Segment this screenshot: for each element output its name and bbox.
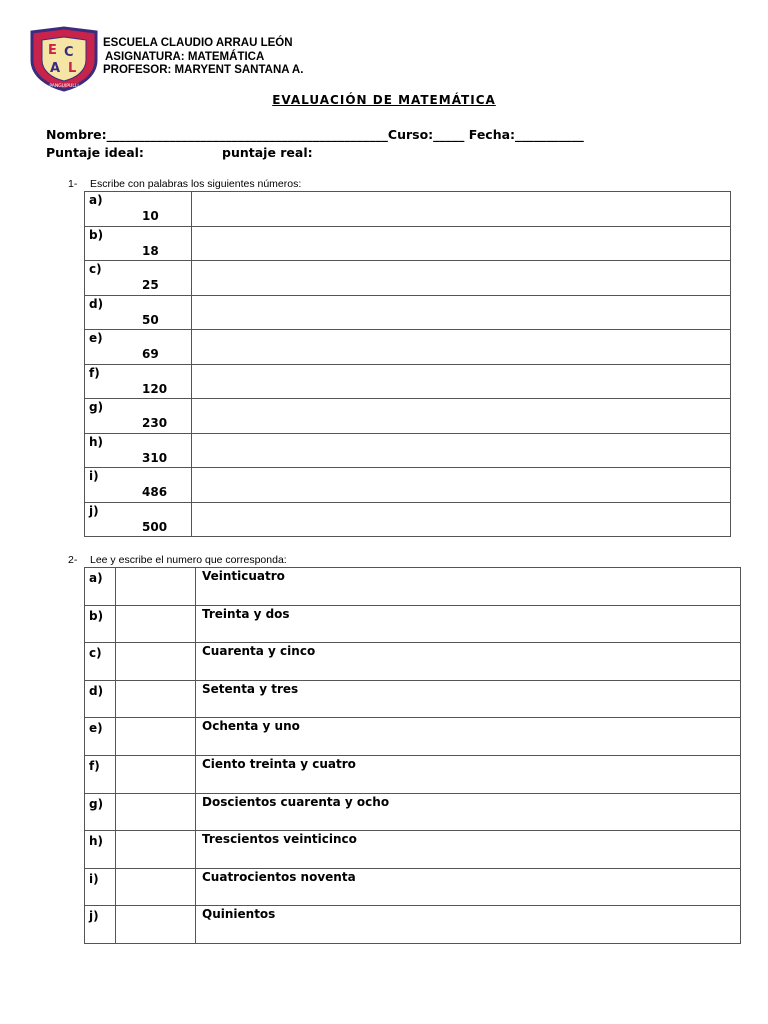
row-letter: b) [85,605,116,643]
answer-cell[interactable] [116,718,196,756]
answer-cell[interactable] [116,793,196,831]
number-cell [85,364,192,399]
answer-cell[interactable] [192,468,731,503]
row-letter: h) [85,831,116,869]
page-title [0,93,768,107]
table-row [85,261,731,296]
table-row [85,605,741,643]
score-row [46,145,313,160]
logo-ring-text: PANGUIPULLI [49,84,79,89]
number-word: Ciento treinta y cuatro [196,755,741,793]
row-letter: e) [85,718,116,756]
answer-cell[interactable] [192,295,731,330]
puntaje-real-label: puntaje real: [222,145,313,160]
table-row [85,568,741,606]
table-row [85,330,731,365]
row-letter: c) [85,643,116,681]
row-number: 310 [142,450,168,465]
answer-cell[interactable] [192,433,731,468]
answer-cell[interactable] [192,192,731,227]
answer-cell[interactable] [192,330,731,365]
row-letter: d) [85,680,116,718]
table-row [85,643,741,681]
number-cell [85,192,192,227]
table-row [85,718,741,756]
answer-cell[interactable] [116,568,196,606]
row-number: 486 [142,485,168,499]
row-letter: e) [89,331,103,345]
number-word: Veinticuatro [196,568,741,606]
table-row [85,468,731,503]
row-number: 500 [142,519,168,534]
answer-cell[interactable] [116,643,196,681]
logo-letter-c: C [64,45,74,60]
row-letter: h) [89,434,104,449]
answer-cell[interactable] [192,399,731,434]
table-row [85,831,741,869]
section1-instruction [68,178,301,190]
row-number: 230 [142,416,168,430]
table-row [85,364,731,399]
school-info [103,37,303,78]
row-number: 25 [142,278,159,292]
number-word: Trescientos veinticinco [196,831,741,869]
section2-table [84,567,741,944]
curso-field[interactable]: Curso:_____ [387,127,465,142]
number-word: Setenta y tres [196,680,741,718]
row-number: 50 [142,312,159,327]
section2-instruction-text: Lee y escribe el numero que corresponda: [90,554,287,566]
table-row [85,226,731,261]
row-letter: j) [89,503,99,518]
row-letter: a) [85,568,116,606]
table-row [85,433,731,468]
nombre-field[interactable]: Nombre:_____________________________________________ [46,127,388,142]
answer-cell[interactable] [116,868,196,906]
logo-letter-e: E [48,43,57,58]
logo-letter-l: L [68,61,77,76]
table-row [85,295,731,330]
row-letter: d) [89,296,104,311]
school-logo [28,26,100,92]
logo-letter-a: A [50,61,61,76]
row-number: 120 [142,381,168,396]
answer-cell[interactable] [116,906,196,944]
table-row [85,755,741,793]
number-word: Quinientos [196,906,741,944]
table-row [85,906,741,944]
section1-instruction-text: Escribe con palabras los siguientes números: [90,178,302,190]
section2-number: 2- [68,554,78,566]
row-letter: c) [89,262,102,276]
section1-number: 1- [68,178,78,190]
table-row [85,192,731,227]
answer-cell[interactable] [192,226,731,261]
number-word: Cuarenta y cinco [196,643,741,681]
row-letter: j) [85,906,116,944]
student-info-row [46,127,584,142]
table-row [85,502,731,537]
answer-cell[interactable] [192,261,731,296]
number-word: Cuatrocientos noventa [196,868,741,906]
section1-table [84,191,731,537]
number-word: Treinta y dos [196,605,741,643]
answer-cell[interactable] [192,502,731,537]
answer-cell[interactable] [116,755,196,793]
number-cell [85,468,192,503]
school-name: ESCUELA CLAUDIO ARRAU LEÓN [103,37,293,49]
table-row [85,680,741,718]
number-cell [85,295,192,330]
row-letter: i) [89,469,99,483]
subject: ASIGNATURA: MATEMÁTICA [105,50,265,63]
page-title-text: EVALUACIÓN DE MATEMÁTICA [272,93,496,107]
answer-cell[interactable] [116,680,196,718]
number-cell [85,330,192,365]
row-letter: b) [89,227,104,242]
answer-cell[interactable] [116,831,196,869]
table-row [85,793,741,831]
number-cell [85,433,192,468]
row-number: 69 [142,347,159,361]
number-cell [85,261,192,296]
row-letter: f) [85,755,116,793]
number-cell [85,399,192,434]
number-word: Ochenta y uno [196,718,741,756]
row-number: 10 [142,209,159,223]
teacher: PROFESOR: MARYENT SANTANA A. [103,64,304,76]
answer-cell[interactable] [192,364,731,399]
row-number: 18 [142,243,159,258]
fecha-field[interactable]: Fecha:___________ [468,127,584,142]
row-letter: g) [85,793,116,831]
section2-instruction [68,554,287,566]
row-letter: f) [89,365,100,380]
table-row [85,399,731,434]
row-letter: i) [85,868,116,906]
answer-cell[interactable] [116,605,196,643]
row-letter: a) [89,193,103,207]
row-letter: g) [89,400,104,414]
number-cell [85,226,192,261]
table-row [85,868,741,906]
number-cell [85,502,192,537]
number-word: Doscientos cuarenta y ocho [196,793,741,831]
puntaje-ideal-label: Puntaje ideal: [46,145,144,160]
